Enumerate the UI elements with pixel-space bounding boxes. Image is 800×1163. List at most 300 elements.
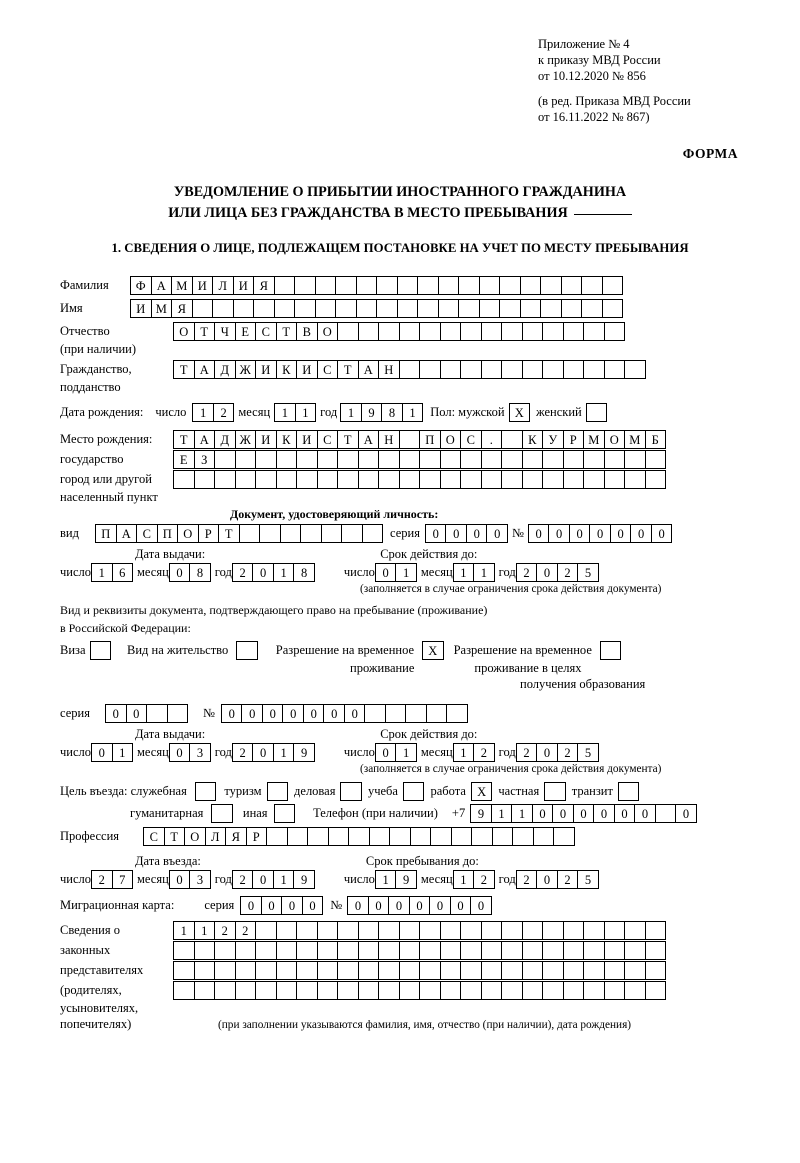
cell[interactable] [581, 276, 603, 295]
purpose-transit-checkbox[interactable] [618, 782, 640, 801]
cell[interactable] [522, 981, 544, 1000]
cell[interactable]: 2 [232, 870, 254, 889]
cell[interactable] [583, 941, 605, 960]
cell[interactable]: 2 [516, 743, 538, 762]
cell[interactable] [194, 961, 216, 980]
cell[interactable] [520, 299, 542, 318]
cell[interactable]: 9 [470, 804, 492, 823]
cell[interactable]: 0 [593, 804, 615, 823]
birth-day-input[interactable] [192, 403, 233, 422]
cell[interactable] [294, 299, 316, 318]
cell[interactable]: Д [214, 360, 236, 379]
cell[interactable] [419, 941, 441, 960]
identity-issue-day-input[interactable] [91, 563, 132, 582]
cell[interactable] [583, 360, 605, 379]
cell[interactable] [645, 470, 667, 489]
cell[interactable] [235, 470, 257, 489]
cell[interactable] [460, 961, 482, 980]
cell[interactable] [397, 299, 419, 318]
cell[interactable] [533, 827, 555, 846]
cell[interactable] [296, 921, 318, 940]
cell[interactable] [542, 360, 564, 379]
cell[interactable] [499, 276, 521, 295]
surname-input[interactable] [130, 276, 622, 295]
cell[interactable] [522, 360, 544, 379]
cell[interactable]: Я [225, 827, 247, 846]
cell[interactable]: Ж [235, 360, 257, 379]
cell[interactable] [604, 322, 626, 341]
cell[interactable] [522, 450, 544, 469]
cell[interactable]: 5 [577, 870, 599, 889]
sex-male-checkbox[interactable]: X [509, 403, 531, 422]
cell[interactable] [645, 941, 667, 960]
cell[interactable]: 0 [552, 804, 574, 823]
cell[interactable] [276, 450, 298, 469]
legal-reps-row-1[interactable] [173, 921, 665, 940]
cell[interactable] [399, 921, 421, 940]
cell[interactable] [239, 524, 261, 543]
cell[interactable] [276, 921, 298, 940]
cell[interactable] [512, 827, 534, 846]
temp-residence-checkbox[interactable]: X [422, 641, 444, 660]
cell[interactable]: Т [173, 360, 195, 379]
stay-until-month-input[interactable] [453, 870, 494, 889]
cell[interactable]: Т [337, 430, 359, 449]
cell[interactable] [255, 981, 277, 1000]
cell[interactable] [276, 961, 298, 980]
birth-year-input[interactable] [340, 403, 422, 422]
birth-place-extra-input[interactable] [173, 470, 665, 489]
cell[interactable] [337, 961, 359, 980]
birth-place-city-input[interactable] [173, 450, 665, 469]
cell[interactable] [358, 921, 380, 940]
cell[interactable]: 0 [569, 524, 591, 543]
cell[interactable]: 6 [112, 563, 134, 582]
cell[interactable] [167, 704, 189, 723]
cell[interactable] [214, 470, 236, 489]
cell[interactable] [419, 360, 441, 379]
cell[interactable]: 2 [91, 870, 113, 889]
cell[interactable] [522, 921, 544, 940]
cell[interactable] [438, 276, 460, 295]
cell[interactable]: Т [337, 360, 359, 379]
cell[interactable] [440, 470, 462, 489]
identity-valid-year-input[interactable] [516, 563, 598, 582]
stay-until-day-input[interactable] [375, 870, 416, 889]
cell[interactable] [389, 827, 411, 846]
cell[interactable] [624, 450, 646, 469]
cell[interactable]: Т [218, 524, 240, 543]
cell[interactable]: П [419, 430, 441, 449]
cell[interactable] [501, 360, 523, 379]
cell[interactable] [417, 276, 439, 295]
cell[interactable] [430, 827, 452, 846]
cell[interactable] [542, 322, 564, 341]
cell[interactable] [192, 299, 214, 318]
purpose-work-checkbox[interactable]: X [471, 782, 493, 801]
cell[interactable] [501, 450, 523, 469]
cell[interactable] [321, 524, 343, 543]
cell[interactable] [460, 470, 482, 489]
migration-series-input[interactable] [240, 896, 322, 915]
cell[interactable]: 1 [273, 563, 295, 582]
cell[interactable] [563, 470, 585, 489]
cell[interactable] [378, 981, 400, 1000]
cell[interactable] [146, 704, 168, 723]
cell[interactable] [499, 299, 521, 318]
cell[interactable] [655, 804, 677, 823]
purpose-study-checkbox[interactable] [403, 782, 425, 801]
cell[interactable] [356, 299, 378, 318]
cell[interactable] [460, 981, 482, 1000]
cell[interactable] [274, 299, 296, 318]
cell[interactable] [317, 941, 339, 960]
entry-year-input[interactable] [232, 870, 314, 889]
identity-issue-year-input[interactable] [232, 563, 314, 582]
cell[interactable] [645, 981, 667, 1000]
cell[interactable]: И [296, 360, 318, 379]
cell[interactable]: И [192, 276, 214, 295]
cell[interactable] [266, 827, 288, 846]
cell[interactable]: 2 [213, 403, 235, 422]
cell[interactable] [460, 360, 482, 379]
cell[interactable] [399, 961, 421, 980]
cell[interactable]: 1 [402, 403, 424, 422]
cell[interactable] [235, 941, 257, 960]
cell[interactable] [583, 961, 605, 980]
cell[interactable] [583, 981, 605, 1000]
cell[interactable]: Ж [235, 430, 257, 449]
cell[interactable] [317, 961, 339, 980]
cell[interactable]: П [157, 524, 179, 543]
cell[interactable] [337, 450, 359, 469]
cell[interactable] [501, 430, 523, 449]
cell[interactable] [460, 450, 482, 469]
cell[interactable]: М [151, 299, 173, 318]
entry-month-input[interactable] [169, 870, 210, 889]
cell[interactable] [440, 322, 462, 341]
cell[interactable] [645, 921, 667, 940]
cell[interactable]: 2 [232, 563, 254, 582]
cell[interactable] [542, 921, 564, 940]
cell[interactable]: 5 [577, 563, 599, 582]
cell[interactable]: К [276, 430, 298, 449]
cell[interactable] [542, 941, 564, 960]
cell[interactable] [194, 941, 216, 960]
cell[interactable] [315, 299, 337, 318]
cell[interactable]: О [184, 827, 206, 846]
cell[interactable] [315, 276, 337, 295]
cell[interactable]: 0 [651, 524, 673, 543]
cell[interactable] [481, 470, 503, 489]
cell[interactable] [214, 450, 236, 469]
cell[interactable]: С [317, 430, 339, 449]
cell[interactable]: 0 [169, 870, 191, 889]
cell[interactable] [645, 961, 667, 980]
cell[interactable]: 0 [450, 896, 472, 915]
cell[interactable]: 0 [675, 804, 697, 823]
cell[interactable] [481, 981, 503, 1000]
cell[interactable] [296, 981, 318, 1000]
cell[interactable]: 0 [252, 743, 274, 762]
cell[interactable] [300, 524, 322, 543]
cell[interactable]: 2 [232, 743, 254, 762]
cell[interactable]: С [460, 430, 482, 449]
citizenship-input[interactable] [173, 360, 645, 379]
cell[interactable] [438, 299, 460, 318]
cell[interactable] [307, 827, 329, 846]
cell[interactable]: В [296, 322, 318, 341]
cell[interactable]: Я [171, 299, 193, 318]
cell[interactable] [604, 921, 626, 940]
cell[interactable] [563, 322, 585, 341]
purpose-private-checkbox[interactable] [544, 782, 566, 801]
cell[interactable] [451, 827, 473, 846]
cell[interactable]: 1 [491, 804, 513, 823]
cell[interactable]: 2 [516, 563, 538, 582]
cell[interactable] [276, 470, 298, 489]
cell[interactable]: Е [235, 322, 257, 341]
cell[interactable]: А [116, 524, 138, 543]
cell[interactable] [624, 360, 646, 379]
cell[interactable] [542, 981, 564, 1000]
legal-reps-row-2[interactable] [173, 941, 665, 960]
cell[interactable] [362, 524, 384, 543]
cell[interactable]: 0 [261, 896, 283, 915]
cell[interactable]: А [151, 276, 173, 295]
cell[interactable]: 3 [189, 870, 211, 889]
cell[interactable]: 2 [557, 870, 579, 889]
cell[interactable] [317, 921, 339, 940]
cell[interactable] [542, 450, 564, 469]
cell[interactable]: 0 [347, 896, 369, 915]
cell[interactable]: 0 [614, 804, 636, 823]
cell[interactable] [540, 276, 562, 295]
cell[interactable] [364, 704, 386, 723]
cell[interactable] [173, 941, 195, 960]
cell[interactable]: 0 [323, 704, 345, 723]
cell[interactable]: 2 [473, 743, 495, 762]
cell[interactable]: 0 [466, 524, 488, 543]
cell[interactable] [479, 299, 501, 318]
cell[interactable]: 0 [630, 524, 652, 543]
cell[interactable] [253, 299, 275, 318]
cell[interactable] [604, 450, 626, 469]
sex-female-checkbox[interactable] [586, 403, 608, 422]
name-input[interactable] [130, 299, 622, 318]
cell[interactable] [460, 941, 482, 960]
purpose-business-checkbox[interactable] [340, 782, 362, 801]
cell[interactable]: П [95, 524, 117, 543]
cell[interactable]: Р [198, 524, 220, 543]
stay-valid-month-input[interactable] [453, 743, 494, 762]
cell[interactable] [583, 450, 605, 469]
cell[interactable] [405, 704, 427, 723]
cell[interactable] [399, 430, 421, 449]
cell[interactable] [561, 299, 583, 318]
cell[interactable] [563, 450, 585, 469]
cell[interactable] [358, 941, 380, 960]
cell[interactable] [542, 961, 564, 980]
cell[interactable]: А [194, 360, 216, 379]
cell[interactable] [173, 961, 195, 980]
migration-number-input[interactable] [347, 896, 491, 915]
stay-number-input[interactable] [221, 704, 467, 723]
cell[interactable]: Р [246, 827, 268, 846]
cell[interactable] [369, 827, 391, 846]
cell[interactable]: Т [276, 322, 298, 341]
cell[interactable] [356, 276, 378, 295]
cell[interactable] [583, 470, 605, 489]
cell[interactable]: . [481, 430, 503, 449]
cell[interactable]: 7 [112, 870, 134, 889]
cell[interactable]: О [177, 524, 199, 543]
cell[interactable] [604, 981, 626, 1000]
cell[interactable] [492, 827, 514, 846]
cell[interactable] [522, 941, 544, 960]
cell[interactable]: 0 [634, 804, 656, 823]
cell[interactable] [583, 921, 605, 940]
stay-issue-year-input[interactable] [232, 743, 314, 762]
cell[interactable] [561, 276, 583, 295]
cell[interactable]: У [542, 430, 564, 449]
cell[interactable]: 0 [536, 870, 558, 889]
cell[interactable] [214, 961, 236, 980]
cell[interactable] [337, 941, 359, 960]
cell[interactable] [173, 981, 195, 1000]
cell[interactable]: 8 [381, 403, 403, 422]
cell[interactable] [399, 470, 421, 489]
cell[interactable] [296, 961, 318, 980]
cell[interactable]: 0 [303, 704, 325, 723]
cell[interactable] [397, 276, 419, 295]
cell[interactable] [563, 961, 585, 980]
cell[interactable] [419, 921, 441, 940]
cell[interactable]: 8 [293, 563, 315, 582]
cell[interactable] [417, 299, 439, 318]
cell[interactable] [378, 921, 400, 940]
cell[interactable]: Т [164, 827, 186, 846]
cell[interactable] [563, 981, 585, 1000]
cell[interactable]: А [358, 430, 380, 449]
cell[interactable] [501, 941, 523, 960]
cell[interactable]: К [522, 430, 544, 449]
cell[interactable] [337, 981, 359, 1000]
cell[interactable]: 0 [262, 704, 284, 723]
purpose-tourism-checkbox[interactable] [267, 782, 289, 801]
stay-valid-day-input[interactable] [375, 743, 416, 762]
cell[interactable]: 0 [425, 524, 447, 543]
cell[interactable] [522, 322, 544, 341]
edu-residence-checkbox[interactable] [600, 641, 622, 660]
cell[interactable]: 0 [105, 704, 127, 723]
cell[interactable]: 0 [532, 804, 554, 823]
cell[interactable]: 1 [194, 921, 216, 940]
cell[interactable]: 0 [409, 896, 431, 915]
cell[interactable] [481, 941, 503, 960]
cell[interactable]: 0 [536, 743, 558, 762]
cell[interactable] [419, 450, 441, 469]
cell[interactable] [194, 470, 216, 489]
purpose-service-checkbox[interactable] [195, 782, 217, 801]
cell[interactable] [328, 827, 350, 846]
cell[interactable]: 8 [189, 563, 211, 582]
cell[interactable] [624, 961, 646, 980]
stay-issue-month-input[interactable] [169, 743, 210, 762]
cell[interactable] [440, 360, 462, 379]
cell[interactable]: И [233, 276, 255, 295]
cell[interactable] [399, 322, 421, 341]
cell[interactable] [358, 961, 380, 980]
cell[interactable]: 0 [375, 563, 397, 582]
identity-kind-input[interactable] [95, 524, 382, 543]
cell[interactable] [440, 921, 462, 940]
cell[interactable]: М [624, 430, 646, 449]
cell[interactable] [214, 981, 236, 1000]
cell[interactable] [460, 921, 482, 940]
cell[interactable]: 1 [511, 804, 533, 823]
cell[interactable]: 0 [388, 896, 410, 915]
cell[interactable]: 1 [295, 403, 317, 422]
cell[interactable]: И [130, 299, 152, 318]
cell[interactable] [540, 299, 562, 318]
cell[interactable] [542, 470, 564, 489]
cell[interactable] [378, 322, 400, 341]
cell[interactable]: 1 [112, 743, 134, 762]
cell[interactable] [358, 322, 380, 341]
cell[interactable] [274, 276, 296, 295]
cell[interactable] [602, 299, 624, 318]
cell[interactable] [645, 450, 667, 469]
legal-reps-row-4[interactable] [173, 981, 665, 1000]
cell[interactable] [255, 921, 277, 940]
cell[interactable]: И [255, 430, 277, 449]
cell[interactable]: 1 [375, 870, 397, 889]
cell[interactable]: С [143, 827, 165, 846]
cell[interactable]: 0 [368, 896, 390, 915]
cell[interactable]: 1 [473, 563, 495, 582]
cell[interactable] [296, 470, 318, 489]
cell[interactable]: 0 [169, 743, 191, 762]
cell[interactable] [501, 322, 523, 341]
cell[interactable]: О [317, 322, 339, 341]
cell[interactable]: 0 [486, 524, 508, 543]
cell[interactable] [233, 299, 255, 318]
cell[interactable] [235, 981, 257, 1000]
cell[interactable] [376, 276, 398, 295]
cell[interactable]: 1 [173, 921, 195, 940]
stay-issue-day-input[interactable] [91, 743, 132, 762]
cell[interactable]: 9 [293, 743, 315, 762]
cell[interactable]: Н [378, 430, 400, 449]
cell[interactable]: 0 [470, 896, 492, 915]
cell[interactable]: Ч [214, 322, 236, 341]
cell[interactable] [399, 981, 421, 1000]
cell[interactable]: Р [563, 430, 585, 449]
cell[interactable]: 2 [516, 870, 538, 889]
cell[interactable] [317, 981, 339, 1000]
cell[interactable] [581, 299, 603, 318]
cell[interactable] [602, 276, 624, 295]
residence-checkbox[interactable] [236, 641, 258, 660]
identity-number-input[interactable] [528, 524, 672, 543]
cell[interactable]: Н [378, 360, 400, 379]
cell[interactable] [378, 941, 400, 960]
cell[interactable]: 1 [395, 743, 417, 762]
cell[interactable] [348, 827, 370, 846]
cell[interactable]: 1 [91, 563, 113, 582]
cell[interactable] [460, 322, 482, 341]
